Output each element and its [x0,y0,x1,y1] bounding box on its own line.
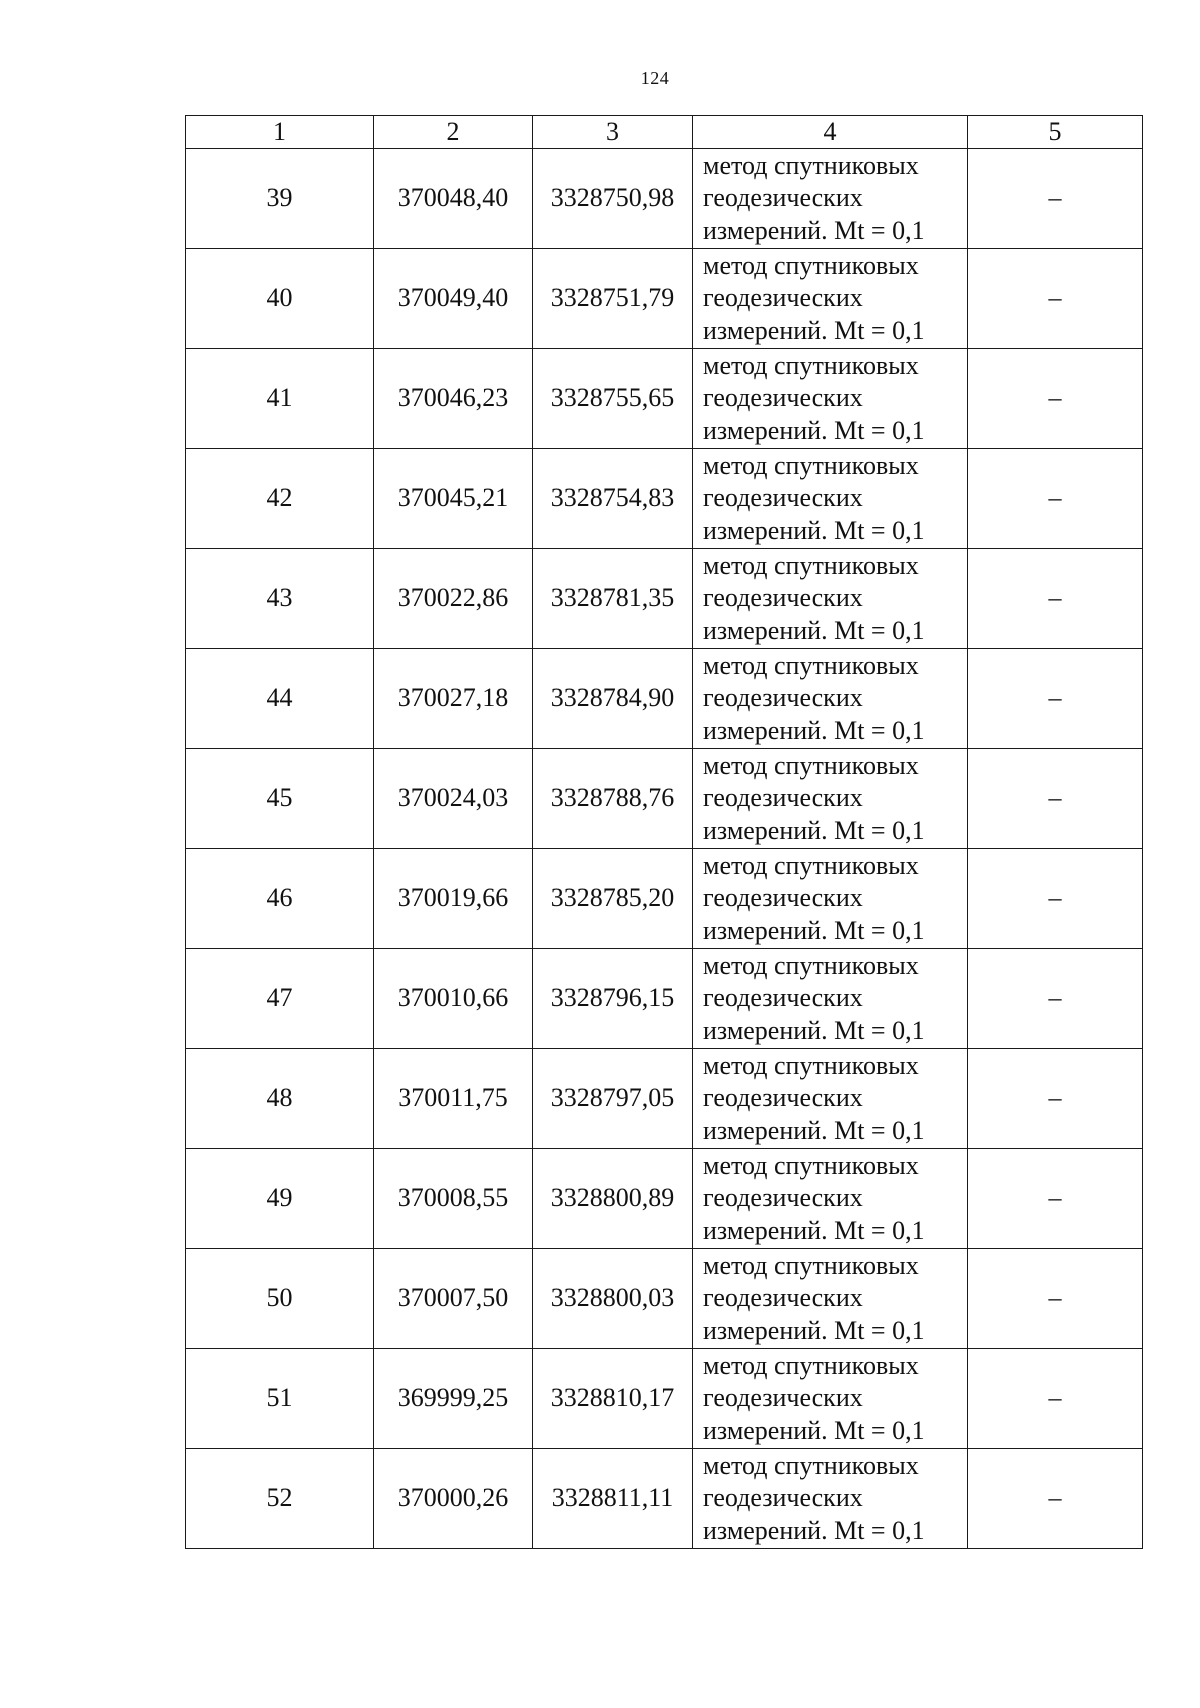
method-line: геодезических [703,1083,863,1113]
header-col-3: 3 [533,116,693,149]
coordinate-y-cell: 3328785,20 [533,849,693,949]
coordinate-x-cell: 370019,66 [374,849,533,949]
method-line: геодезических [703,683,863,713]
method-line: геодезических [703,1183,863,1213]
table-row [186,1349,1143,1449]
coordinate-y-cell: 3328811,11 [533,1449,693,1549]
note-cell: – [968,749,1143,849]
method-line: измерений. Mt = 0,1 [703,715,925,745]
coordinate-y-cell: 3328750,98 [533,149,693,249]
method-cell [693,1149,968,1249]
method-line: метод спутниковых [703,550,919,580]
method-line: измерений. Mt = 0,1 [703,1215,925,1245]
method-cell [693,749,968,849]
method-cell [693,349,968,449]
method-line: геодезических [703,183,863,213]
method-cell [693,549,968,649]
method-line: измерений. Mt = 0,1 [703,1015,925,1045]
method-cell [693,949,968,1049]
method-line: измерений. Mt = 0,1 [703,1415,925,1445]
method-line: измерений. Mt = 0,1 [703,815,925,845]
table-header [186,116,1143,149]
coordinates-table [185,115,1143,1549]
coordinate-y-cell: 3328797,05 [533,1049,693,1149]
point-number-cell: 52 [186,1449,374,1549]
coordinate-y-cell: 3328810,17 [533,1349,693,1449]
coordinate-x-cell: 370000,26 [374,1449,533,1549]
note-cell: – [968,149,1143,249]
method-line: измерений. Mt = 0,1 [703,315,925,345]
point-number-cell: 51 [186,1349,374,1449]
coordinate-y-cell: 3328755,65 [533,349,693,449]
coordinate-x-cell: 370011,75 [374,1049,533,1149]
method-cell [693,849,968,949]
point-number-cell: 47 [186,949,374,1049]
table-row [186,449,1143,549]
point-number-cell: 41 [186,349,374,449]
method-line: измерений. Mt = 0,1 [703,415,925,445]
method-line: метод спутниковых [703,850,919,880]
note-cell: – [968,1049,1143,1149]
method-line: метод спутниковых [703,950,919,980]
method-line: измерений. Mt = 0,1 [703,1115,925,1145]
note-cell: – [968,1449,1143,1549]
method-cell [693,1349,968,1449]
header-col-2: 2 [374,116,533,149]
table-row [186,549,1143,649]
method-line: измерений. Mt = 0,1 [703,215,925,245]
table-row [186,649,1143,749]
table-row [186,1449,1143,1549]
point-number-cell: 43 [186,549,374,649]
note-cell: – [968,1349,1143,1449]
table-row [186,249,1143,349]
method-line: измерений. Mt = 0,1 [703,915,925,945]
coordinate-x-cell: 370022,86 [374,549,533,649]
method-line: геодезических [703,983,863,1013]
method-cell [693,1249,968,1349]
method-line: геодезических [703,283,863,313]
coordinate-y-cell: 3328788,76 [533,749,693,849]
method-line: геодезических [703,1283,863,1313]
coordinates-table-wrapper [185,115,1142,1549]
coordinate-x-cell: 370024,03 [374,749,533,849]
note-cell: – [968,549,1143,649]
coordinate-x-cell: 370027,18 [374,649,533,749]
note-cell: – [968,949,1143,1049]
point-number-cell: 44 [186,649,374,749]
method-line: измерений. Mt = 0,1 [703,1315,925,1345]
header-col-4: 4 [693,116,968,149]
table-row [186,1249,1143,1349]
method-line: геодезических [703,383,863,413]
method-line: геодезических [703,783,863,813]
method-line: метод спутниковых [703,1350,919,1380]
method-line: метод спутниковых [703,1150,919,1180]
coordinate-y-cell: 3328751,79 [533,249,693,349]
method-line: метод спутниковых [703,650,919,680]
coordinate-x-cell: 369999,25 [374,1349,533,1449]
method-line: измерений. Mt = 0,1 [703,615,925,645]
table-row [186,1049,1143,1149]
method-line: геодезических [703,583,863,613]
method-line: геодезических [703,483,863,513]
method-line: метод спутниковых [703,1450,919,1480]
note-cell: – [968,1149,1143,1249]
method-line: геодезических [703,1483,863,1513]
method-line: измерений. Mt = 0,1 [703,515,925,545]
header-row [186,116,1143,149]
coordinate-x-cell: 370010,66 [374,949,533,1049]
table-row [186,949,1143,1049]
coordinate-y-cell: 3328781,35 [533,549,693,649]
method-line: геодезических [703,883,863,913]
point-number-cell: 39 [186,149,374,249]
table-row [186,149,1143,249]
method-line: метод спутниковых [703,1050,919,1080]
point-number-cell: 46 [186,849,374,949]
coordinate-y-cell: 3328800,89 [533,1149,693,1249]
header-col-1: 1 [186,116,374,149]
method-line: метод спутниковых [703,750,919,780]
page-number: 124 [640,68,670,88]
point-number-cell: 48 [186,1049,374,1149]
point-number-cell: 40 [186,249,374,349]
method-cell [693,1449,968,1549]
method-line: измерений. Mt = 0,1 [703,1515,925,1545]
table-row [186,1149,1143,1249]
note-cell: – [968,249,1143,349]
method-cell [693,1049,968,1149]
coordinate-x-cell: 370049,40 [374,249,533,349]
table-row [186,349,1143,449]
coordinate-y-cell: 3328800,03 [533,1249,693,1349]
coordinate-y-cell: 3328754,83 [533,449,693,549]
method-cell [693,249,968,349]
coordinate-x-cell: 370008,55 [374,1149,533,1249]
method-line: метод спутниковых [703,350,919,380]
point-number-cell: 50 [186,1249,374,1349]
note-cell: – [968,849,1143,949]
coordinate-y-cell: 3328784,90 [533,649,693,749]
coordinate-x-cell: 370046,23 [374,349,533,449]
table-row [186,849,1143,949]
method-cell [693,449,968,549]
note-cell: – [968,649,1143,749]
method-line: метод спутниковых [703,150,919,180]
method-cell [693,649,968,749]
point-number-cell: 49 [186,1149,374,1249]
point-number-cell: 45 [186,749,374,849]
table-body [186,149,1143,1549]
note-cell: – [968,349,1143,449]
coordinate-y-cell: 3328796,15 [533,949,693,1049]
method-line: метод спутниковых [703,1250,919,1280]
point-number-cell: 42 [186,449,374,549]
coordinate-x-cell: 370045,21 [374,449,533,549]
method-cell [693,149,968,249]
coordinate-x-cell: 370048,40 [374,149,533,249]
method-line: метод спутниковых [703,450,919,480]
coordinate-x-cell: 370007,50 [374,1249,533,1349]
note-cell: – [968,449,1143,549]
method-line: геодезических [703,1383,863,1413]
note-cell: – [968,1249,1143,1349]
method-line: метод спутниковых [703,250,919,280]
table-row [186,749,1143,849]
header-col-5: 5 [968,116,1143,149]
